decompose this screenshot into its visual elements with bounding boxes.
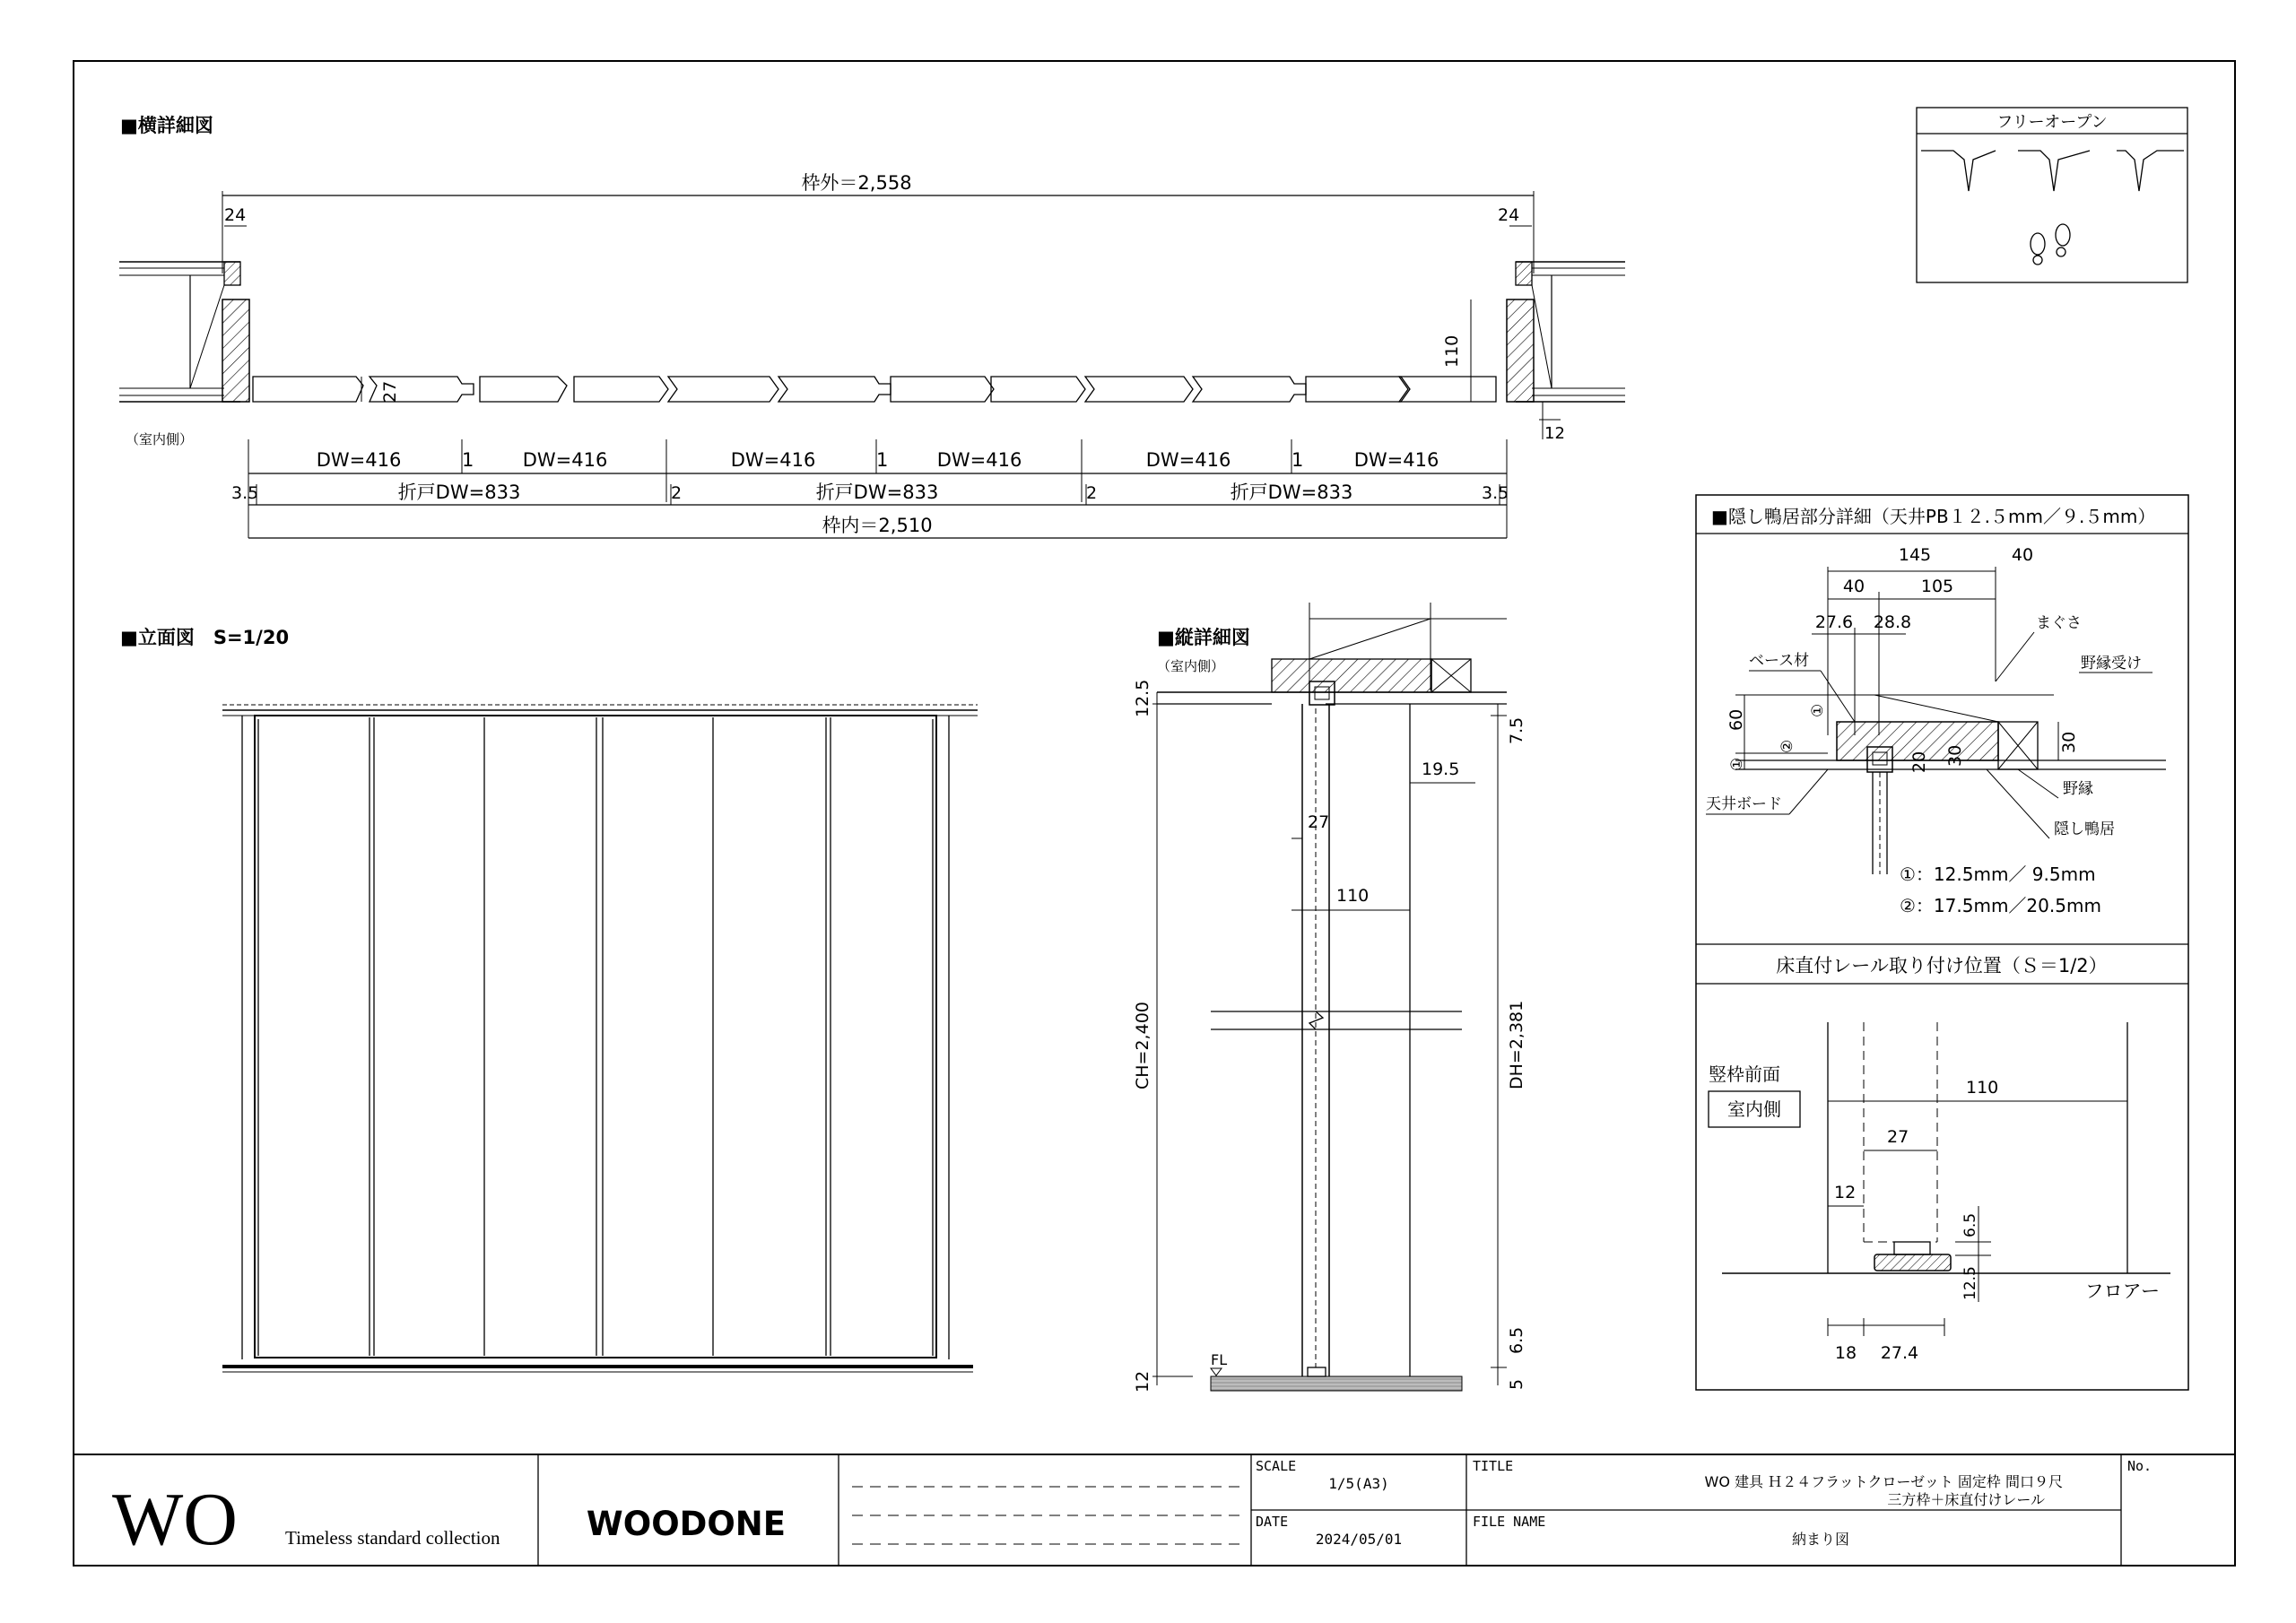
brand-logo: WO (112, 1478, 238, 1561)
free-open-legend (1917, 108, 2187, 282)
dw-label: DW=416 (730, 449, 816, 471)
circle-1-mid: ① (1809, 703, 1827, 717)
plan-door-panels (253, 377, 1496, 402)
fold-label: 折戸DW=833 (1230, 482, 1353, 503)
dim-40: 40 (1842, 577, 1866, 596)
section-title: ■縦詳細図 (1157, 627, 1250, 648)
date-label: DATE (1256, 1514, 1289, 1530)
outer-width-label: 枠外＝2,558 (801, 172, 912, 194)
scale-value: 1/5(A3) (1328, 1475, 1389, 1492)
elevation-title: ■立面図 S=1/20 (120, 627, 290, 648)
no-label: No. (2127, 1458, 2152, 1474)
dim-28-8: 28.8 (1873, 612, 1912, 632)
fold-label: 折戸DW=833 (397, 482, 521, 503)
dw-label: DW=416 (936, 449, 1022, 471)
circle-2-left: ② (1779, 739, 1796, 753)
label-nobuchi: 野縁 (2063, 780, 2093, 798)
note-2: ②：17.5mm／20.5mm (1900, 895, 2101, 916)
date-value: 2024/05/01 (1315, 1531, 1403, 1548)
footprints-icon (2031, 224, 2070, 265)
dim-27-6: 27.6 (1814, 612, 1854, 632)
fold-label: 折戸DW=833 (815, 482, 939, 503)
dw-label: DW=416 (522, 449, 608, 471)
w110-label: 110 (1336, 886, 1370, 906)
legend-title: フリーオープン (1996, 113, 2108, 132)
scale-label: SCALE (1256, 1458, 1297, 1474)
dim-145: 145 (1898, 545, 1932, 565)
dim-60: 60 (1726, 708, 1746, 731)
file-value: 納まり図 (1791, 1531, 1850, 1548)
note-1: ①：12.5mm／ 9.5mm (1900, 864, 2096, 885)
dim-12: 12 (1834, 1183, 1857, 1202)
brand-tagline: Timeless standard collection (285, 1527, 500, 1549)
w19-5-label: 19.5 (1422, 759, 1460, 779)
dim-27: 27 (1887, 1127, 1909, 1147)
plan-title: ■横詳細図 (120, 115, 213, 136)
edge-left-label: 3.5 (231, 483, 259, 503)
front-label: 竪枠前面 (1709, 1063, 1780, 1085)
room-side-label: （室内側） (126, 431, 194, 447)
label-base: ベース材 (1749, 652, 1810, 670)
label-ceiling-board: 天井ボード (1706, 795, 1782, 813)
floor-rail-title: 床直付レール取り付け位置（Ｓ＝1/2） (1776, 955, 2108, 976)
gap-label: 1 (876, 449, 889, 471)
dw-label: DW=416 (1145, 449, 1231, 471)
panel-thickness-label: 27 (380, 380, 400, 403)
label-magusa: まぐさ (2036, 614, 2082, 632)
top-7-5-label: 7.5 (1507, 716, 1526, 744)
bottom-5-label: 5 (1507, 1378, 1526, 1390)
fl-label: FL (1211, 1351, 1228, 1368)
edge-right-label: 3.5 (1482, 483, 1509, 503)
room-side-box-label: 室内側 (1727, 1098, 1781, 1120)
floor-label: フロアー (2084, 1280, 2160, 1302)
dim-30-right: 30 (2059, 731, 2079, 753)
label-kamoi: 隠し鴨居 (2054, 820, 2115, 838)
jamb-right-label: 24 (1498, 205, 1520, 225)
vertical-section (1133, 603, 1526, 1393)
file-label: FILE NAME (1473, 1514, 1546, 1530)
dim-110: 110 (1966, 1078, 1999, 1098)
elevation-view (120, 627, 978, 1372)
title-line-2: 三方枠＋床直付けレール (1887, 1491, 2045, 1508)
floor-rail-detail (1696, 944, 2188, 1363)
dh-label: DH=2,381 (1507, 1000, 1526, 1089)
plan-detail (119, 115, 1625, 538)
jamb-left-label: 24 (224, 205, 247, 225)
mid-gap-label: 2 (1086, 483, 1098, 503)
sheet-border (74, 61, 2235, 1566)
ch-label: CH=2,400 (1133, 1002, 1152, 1089)
dim-12-5: 12.5 (1961, 1266, 1979, 1300)
dim-40-top: 40 (2011, 545, 2034, 565)
dim-6-5: 6.5 (1961, 1212, 1979, 1237)
label-nobuchi-uke: 野縁受け (2081, 655, 2142, 673)
offset-bottom-label: 12 (1544, 424, 1565, 443)
dw-label: DW=416 (1353, 449, 1439, 471)
title-label: TITLE (1473, 1458, 1514, 1474)
dim-20: 20 (1909, 751, 1929, 773)
dw-label: DW=416 (316, 449, 402, 471)
plan-left-wall (119, 262, 249, 402)
bottom-6-5-label: 6.5 (1507, 1326, 1526, 1354)
maker-logo: WOODONE (586, 1505, 787, 1543)
plan-right-wall (1507, 262, 1625, 402)
title-line-1: WO 建具 Ｈ２４フラットクローゼット 固定枠 間口９尺 (1704, 1473, 2063, 1490)
dim-105: 105 (1920, 577, 1954, 596)
mid-gap-label: 2 (671, 483, 683, 503)
bottom-12-label: 12 (1133, 1370, 1152, 1393)
dim-27-4: 27.4 (1880, 1343, 1919, 1363)
w27-label: 27 (1308, 812, 1330, 832)
section-room-side: （室内側） (1157, 658, 1225, 674)
gap-label: 1 (462, 449, 474, 471)
fold-dimension-row (231, 482, 1509, 505)
depth-label: 110 (1442, 334, 1462, 368)
inner-width-label: 枠内＝2,510 (822, 515, 933, 536)
dim-18: 18 (1834, 1343, 1857, 1363)
dim-30: 30 (1945, 744, 1965, 767)
circle-1-left: ① (1728, 757, 1746, 771)
gap-label: 1 (1292, 449, 1304, 471)
title-block (74, 1454, 2235, 1566)
top-12-5-label: 12.5 (1133, 679, 1152, 717)
ceiling-detail-title: ■隠し鴨居部分詳細（天井PB１２.５mm／９.５mm） (1711, 506, 2156, 527)
